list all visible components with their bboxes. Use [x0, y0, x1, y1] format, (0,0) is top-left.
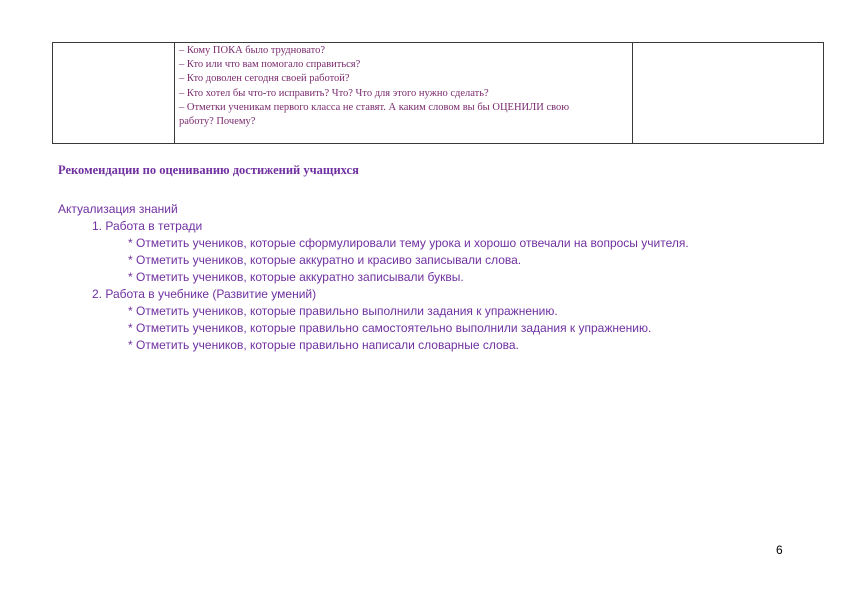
recommendations-section [58, 201, 689, 354]
question-line: – Отметки ученикам первого класса не ставят. А каким словом вы бы ОЦЕНИЛИ свою [179, 101, 570, 113]
section-label: Актуализация знаний [58, 202, 178, 216]
page-number: 6 [776, 543, 783, 557]
list-subitem: * Отметить учеников, которые правильно написали словарные слова. [128, 338, 519, 352]
reflection-questions [175, 43, 632, 129]
table-cell-right-text [633, 43, 823, 44]
question-line: – Кто хотел бы что-то исправить? Что? Что для этого нужно сделать? [179, 87, 489, 99]
question-line: – Кому ПОКА было трудновато? [179, 45, 326, 56]
question-line: – Кто доволен сегодня своей работой? [179, 73, 350, 85]
list-subitem: * Отметить учеников, которые аккуратно записывали буквы. [128, 270, 464, 284]
table-cell-left-text [53, 43, 174, 44]
list-subitem: * Отметить учеников, которые правильно самостоятельно выполнили задания к упражнению. [128, 321, 652, 335]
list-item-notebook: 1. Работа в тетради [92, 219, 203, 233]
question-line: работу? Почему? [179, 116, 256, 128]
table-cell-right [633, 43, 824, 144]
list-subitem: * Отметить учеников, которые правильно выполнили задания к упражнению. [128, 304, 558, 318]
list-subitem: * Отметить учеников, которые аккуратно и красиво записывали слова. [128, 253, 522, 267]
table-cell-middle [175, 43, 633, 144]
question-line: – Кто или что вам помогало справиться? [179, 59, 361, 71]
list-subitem: * Отметить учеников, которые сформулировали тему урока и хорошо отвечали на вопросы учителя. [128, 236, 689, 250]
table-cell-left [53, 43, 175, 144]
table-row [53, 43, 824, 144]
recommendations-heading: Рекомендации по оцениванию достижений учащихся [58, 163, 359, 177]
lesson-table [52, 42, 824, 144]
list-item-textbook: 2. Работа в учебнике (Развитие умений) [92, 287, 317, 301]
